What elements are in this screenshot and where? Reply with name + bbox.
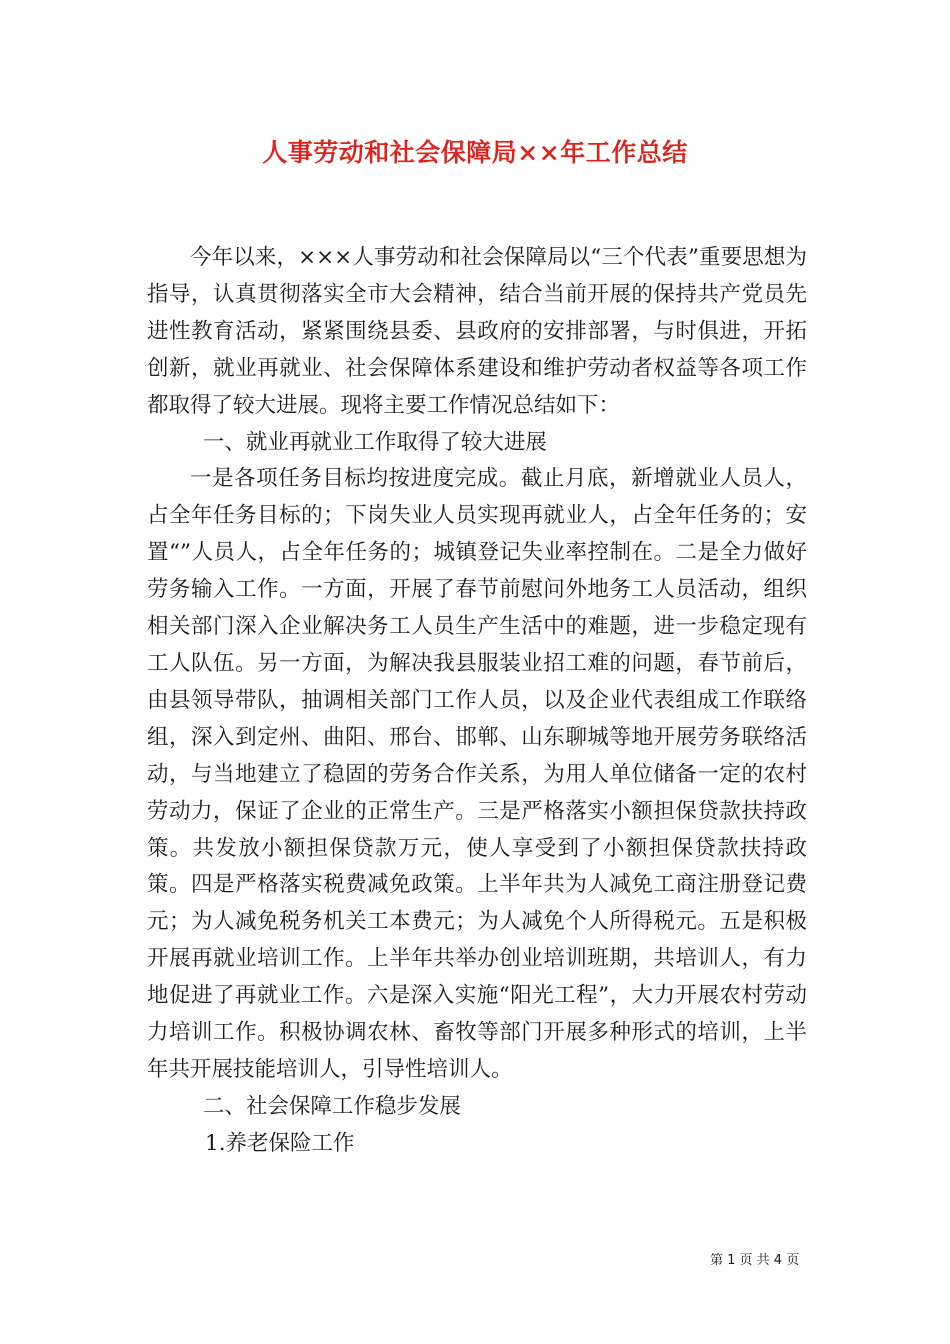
section-1-heading: 一、就业再就业工作取得了较大进展 — [202, 429, 547, 455]
document-body — [147, 240, 807, 1163]
section-2-heading: 二、社会保障工作稳步发展 — [202, 1093, 461, 1119]
section-2-subheading: 1.养老保险工作 — [205, 1130, 355, 1156]
section-1-paragraph: 一是各项任务目标均按进度完成。截止月底，新增就业人员人，占全年任务目标的；下岗失业人员实现再就业人，占全年任务的；安置“”人员人，占全年任务的；城镇登记失业率控制在。二是全力做好劳务输入工作。一方面，开展了春节前慰问外地务工人员活动，组织相关部门深入企业解决务工人员生产生活中的难题，进一步稳定现有工人队伍。另一方面，为解决我县服装业招工难的问题，春节前后，由县领导带队，抽调相关部门工作人员，以及企业代表组成工作联络组，深入到定州、曲阳、邢台、邯郸、山东聊城等地开展劳务联络活动，与当地建立了稳固的劳务合作关系，为用人单位储备一定的农村劳动力，保证了企业的正常生产。三是严格落实小额担保贷款扶持政策。共发放小额担保贷款万元，使人享受到了小额担保贷款扶持政策。四是严格落实税费减免政策。上半年共为人减免工商注册登记费元；为人减免税务机关工本费元；为人减免个人所得税元。五是积极开展再就业培训工作。上半年共举办创业培训班期，共培训人，有力地促进了再就业工作。六是深入实施“阳光工程”，大力开展农村劳动力培训工作。积极协调农林、畜牧等部门开展多种形式的培训，上半年共开展技能培训人，引导性培训人。 — [147, 466, 807, 1082]
intro-paragraph: 今年以来，×××人事劳动和社会保障局以“三个代表”重要思想为指导，认真贯彻落实全市大会精神，结合当前开展的保持共产党员先进性教育活动，紧紧围绕县委、县政府的安排部署，与时俱进，开拓创新，就业再就业、社会保障体系建设和维护劳动者权益等各项工作都取得了较大进展。现将主要工作情况总结如下： — [147, 245, 807, 418]
page-number: 第 1 页 共 4 页 — [710, 1253, 800, 1268]
document-title: 人事劳动和社会保障局××年工作总结 — [262, 138, 688, 167]
